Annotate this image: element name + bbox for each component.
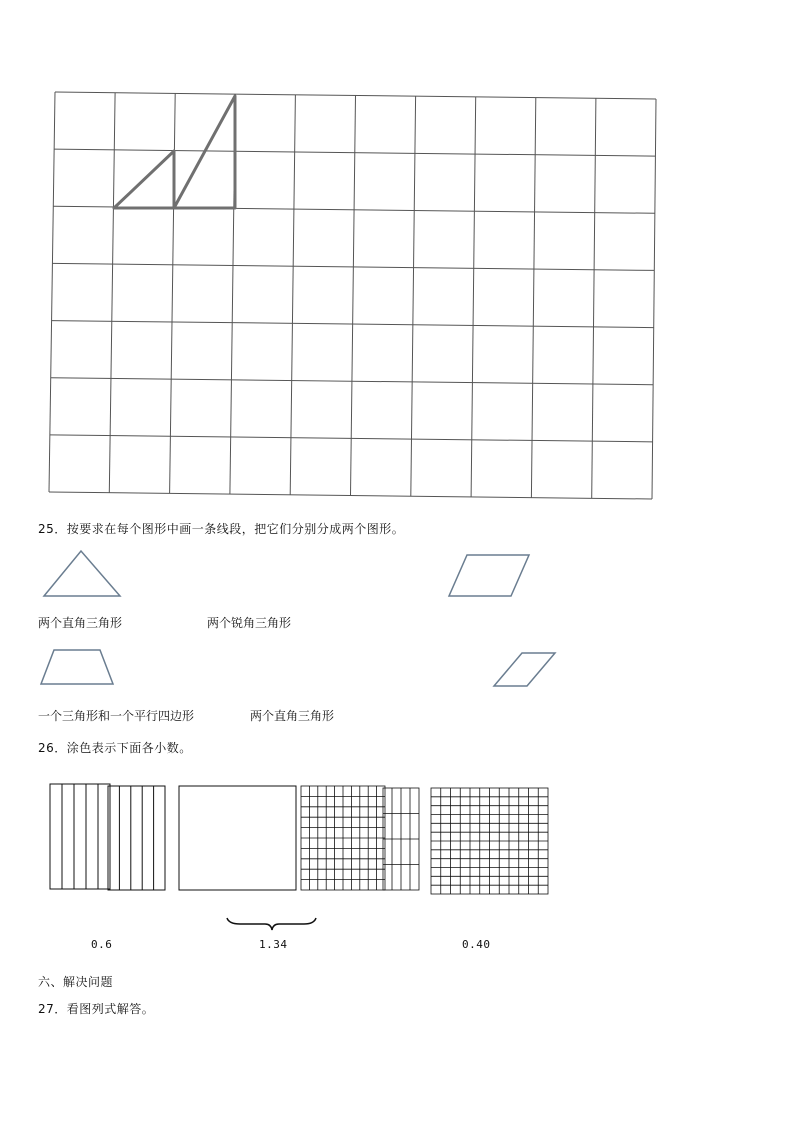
hundredths-grid-1 — [301, 786, 385, 890]
label-two-right-triangles-2: 两个直角三角形 — [250, 709, 335, 723]
label-two-acute-triangles: 两个锐角三角形 — [207, 616, 292, 630]
q27-prompt: 27．看图列式解答。 — [38, 1002, 155, 1016]
q26-prompt: 26．涂色表示下面各小数。 — [38, 741, 192, 755]
value-0-40: 0.40 — [462, 938, 491, 951]
strip-outline — [108, 786, 165, 890]
brace — [227, 918, 316, 930]
strip-outline — [50, 784, 110, 889]
q25-prompt: 25．按要求在每个图形中画一条线段，把它们分别分成两个图形。 — [38, 522, 405, 536]
value-1-34: 1.34 — [259, 938, 288, 951]
value-0-6: 0.6 — [91, 938, 113, 951]
section-6-title: 六、解决问题 — [38, 975, 114, 989]
blank-square — [179, 786, 296, 890]
label-two-right-triangles-1: 两个直角三角形 — [38, 616, 123, 630]
tenths-strip-figure — [50, 784, 165, 890]
hundredths-grid-2 — [383, 788, 548, 894]
label-triangle-and-parallelogram: 一个三角形和一个平行四边形 — [38, 709, 195, 723]
